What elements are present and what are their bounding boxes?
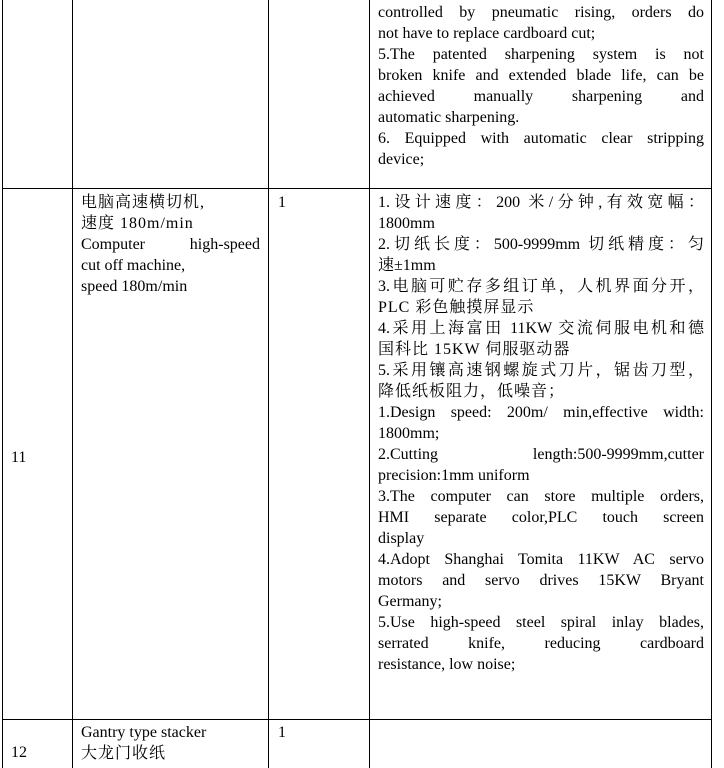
spec-line: 6. Equipped with automatic clear stripping bbox=[378, 130, 704, 147]
row-number: 11 bbox=[11, 449, 27, 466]
spec-line: 1800mm; bbox=[378, 425, 440, 442]
spec-line: not have to replace cardboard cut; bbox=[378, 25, 596, 42]
column-divider-3 bbox=[369, 0, 370, 768]
spec-line: controlled by pneumatic rising, orders do bbox=[378, 4, 704, 21]
spec-line: resistance, low noise; bbox=[378, 656, 516, 673]
spec-line: device; bbox=[378, 151, 425, 168]
spec-line: 速±1mm bbox=[378, 257, 436, 274]
spec-line: motors and servo drives 15KW Bryant bbox=[378, 572, 704, 589]
row-11-item-name bbox=[81, 192, 260, 297]
column-divider-1 bbox=[72, 0, 73, 768]
item-name-line: 电脑高速横切机, bbox=[81, 194, 206, 211]
spec-line: 1.Design speed: 200m/ min,effective width: bbox=[378, 404, 704, 421]
row-quantity: 1 bbox=[278, 194, 286, 211]
spec-line: achieved manually sharpening and bbox=[378, 88, 704, 105]
table-border-right bbox=[711, 0, 712, 768]
item-name-line: speed 180m/min bbox=[81, 278, 188, 295]
spec-line: 3.The computer can store multiple orders, bbox=[378, 488, 704, 505]
spec-line: 5.Use high-speed steel spiral inlay blades, bbox=[378, 614, 704, 631]
item-name-line: 速度 180m/min bbox=[81, 215, 194, 232]
spec-line: 1.设计速度：200 米/分钟,有效宽幅： bbox=[378, 194, 704, 211]
item-name-line: 大龙门收纸 bbox=[81, 745, 167, 762]
row-quantity: 1 bbox=[278, 724, 286, 741]
spec-line: precision:1mm uniform bbox=[378, 467, 530, 484]
spec-line: 4.采用上海富田 11KW 交流伺服电机和德 bbox=[378, 320, 704, 337]
column-divider-2 bbox=[268, 0, 269, 768]
spec-line: 国科比 15KW 伺服驱动器 bbox=[378, 341, 571, 358]
spec-line: 2.Cutting length:500-9999mm,cutter bbox=[378, 446, 704, 463]
row-11-spec bbox=[378, 192, 704, 675]
row-divider-10-11 bbox=[2, 188, 712, 189]
row-number: 12 bbox=[11, 744, 27, 761]
spec-line: HMI separate color,PLC touch screen bbox=[378, 509, 704, 526]
spec-line: 5.采用镶高速钢螺旋式刀片，锯齿刀型， bbox=[378, 362, 704, 379]
spec-line: display bbox=[378, 530, 425, 547]
spec-line: broken knife and extended blade life, can be bbox=[378, 67, 704, 84]
table-border-left bbox=[2, 0, 3, 768]
spec-line: 降低纸板阻力，低噪音； bbox=[378, 383, 566, 400]
item-name-line: cut off machine, bbox=[81, 257, 186, 274]
spec-line: 3.电脑可贮存多组订单，人机界面分开， bbox=[378, 278, 704, 295]
item-name-line: Gantry type stacker bbox=[81, 724, 207, 741]
spec-line: 2.切纸长度：500-9999mm 切纸精度：匀 bbox=[378, 236, 704, 253]
spec-line: 5.The patented sharpening system is not bbox=[378, 46, 704, 63]
spec-line: PLC 彩色触摸屏显示 bbox=[378, 299, 535, 316]
row-10-spec bbox=[378, 2, 704, 170]
spec-line: serrated knife, reducing cardboard bbox=[378, 635, 704, 652]
item-name-line: Computer high-speed bbox=[81, 236, 260, 253]
spec-line: automatic sharpening. bbox=[378, 109, 520, 126]
spec-line: 4.Adopt Shanghai Tomita 11KW AC servo bbox=[378, 551, 704, 568]
row-12-item-name bbox=[81, 722, 260, 764]
spec-line: Germany; bbox=[378, 593, 442, 610]
row-divider-11-12 bbox=[2, 719, 712, 720]
spec-line: 1800mm bbox=[378, 215, 435, 232]
